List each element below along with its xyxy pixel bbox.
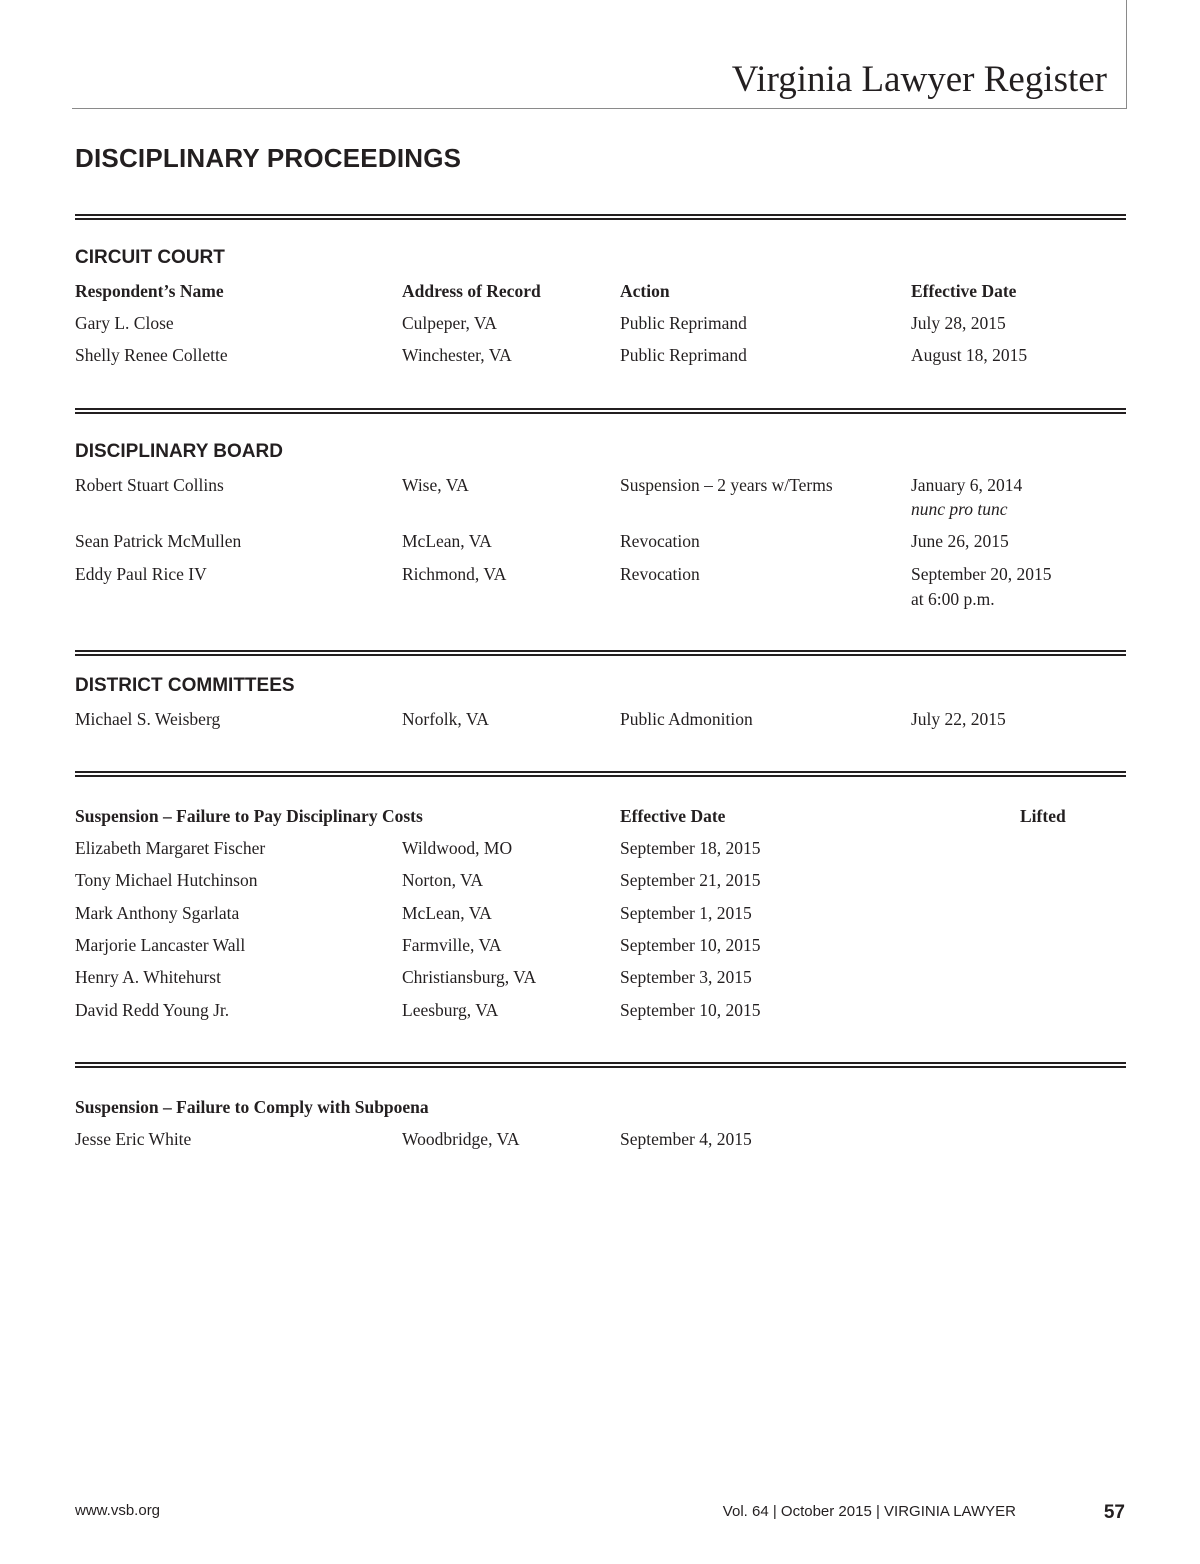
effective-date: August 18, 2015 [911,345,1028,365]
section-title-costs-suspension: Suspension – Failure to Pay Disciplinary Costs [75,806,423,826]
effective-date-note: at 6:00 p.m. [911,589,995,609]
respondent-name: Elizabeth Margaret Fischer [75,838,266,858]
effective-date-note: nunc pro tunc [911,499,1008,519]
respondent-address: Wildwood, MO [402,838,513,858]
effective-date: September 3, 2015 [620,967,752,987]
respondent-name: Robert Stuart Collins [75,475,224,495]
column-header-address: Address of Record [402,281,541,301]
page-number: 57 [1103,1502,1125,1523]
respondent-action: Suspension – 2 years w/Terms [620,475,833,495]
section-title-circuit-court: CIRCUIT COURT [75,247,225,268]
section-divider [75,650,1126,656]
column-header-action: Action [620,281,670,301]
respondent-address: Culpeper, VA [402,313,497,333]
section-divider [75,214,1126,220]
respondent-action: Public Reprimand [620,345,747,365]
section-divider [75,1062,1126,1068]
respondent-name: Marjorie Lancaster Wall [75,935,246,955]
respondent-address: Woodbridge, VA [402,1129,520,1149]
effective-date: January 6, 2014 [911,475,1023,495]
page-title: DISCIPLINARY PROCEEDINGS [75,143,462,173]
respondent-address: Farmville, VA [402,935,502,955]
column-header-name: Respondent’s Name [75,281,224,301]
respondent-name: Henry A. Whitehurst [75,967,221,987]
column-header-effective-date: Effective Date [620,806,726,826]
section-divider [75,771,1126,777]
respondent-address: Norton, VA [402,870,484,890]
respondent-address: Richmond, VA [402,564,507,584]
footer-issue: Vol. 64 | October 2015 | VIRGINIA LAWYER [722,1503,1016,1520]
respondent-name: Jesse Eric White [75,1129,192,1149]
respondent-address: McLean, VA [402,531,492,551]
respondent-action: Public Admonition [620,709,753,729]
section-title-disciplinary-board: DISCIPLINARY BOARD [75,441,283,462]
section-title-district-committees: DISTRICT COMMITTEES [75,675,295,696]
effective-date: July 28, 2015 [911,313,1006,333]
effective-date: July 22, 2015 [911,709,1006,729]
column-header-effective-date: Effective Date [911,281,1017,301]
effective-date: June 26, 2015 [911,531,1009,551]
respondent-name: Shelly Renee Collette [75,345,228,365]
respondent-address: McLean, VA [402,903,492,923]
effective-date: September 18, 2015 [620,838,761,858]
effective-date: September 1, 2015 [620,903,752,923]
respondent-name: Tony Michael Hutchinson [75,870,258,890]
section-divider [75,408,1126,414]
section-title-subpoena-suspension: Suspension – Failure to Comply with Subpoena [75,1097,429,1117]
header-rule [72,108,1127,109]
respondent-action: Revocation [620,531,700,551]
column-header-lifted: Lifted [1020,806,1066,826]
effective-date: September 4, 2015 [620,1129,752,1149]
respondent-name: Eddy Paul Rice IV [75,564,207,584]
respondent-address: Wise, VA [402,475,469,495]
respondent-name: Gary L. Close [75,313,174,333]
effective-date: September 21, 2015 [620,870,761,890]
respondent-name: Sean Patrick McMullen [75,531,242,551]
respondent-action: Public Reprimand [620,313,747,333]
respondent-action: Revocation [620,564,700,584]
register-title: Virginia Lawyer Register [731,59,1107,100]
effective-date: September 10, 2015 [620,935,761,955]
effective-date: September 10, 2015 [620,1000,761,1020]
respondent-name: Mark Anthony Sgarlata [75,903,240,923]
footer-website: www.vsb.org [75,1502,161,1519]
respondent-address: Winchester, VA [402,345,512,365]
respondent-address: Christiansburg, VA [402,967,537,987]
respondent-address: Leesburg, VA [402,1000,499,1020]
respondent-name: Michael S. Weisberg [75,709,221,729]
header-vertical-rule [1126,0,1127,109]
respondent-address: Norfolk, VA [402,709,489,729]
effective-date: September 20, 2015 [911,564,1052,584]
respondent-name: David Redd Young Jr. [75,1000,230,1020]
